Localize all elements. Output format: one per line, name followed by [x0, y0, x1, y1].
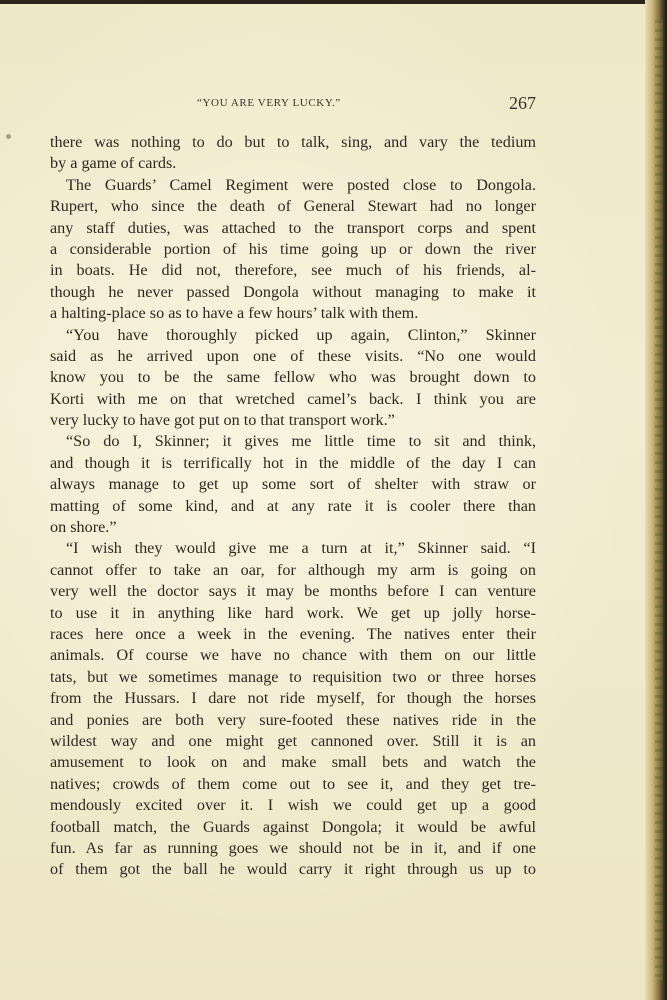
text-line: Rupert, who since the death of General Stewart had no longer	[50, 197, 536, 216]
text-line: and ponies are both very sure-footed these natives ride in the	[50, 710, 536, 729]
text-line: cannot offer to take an oar, for although my arm is going on	[50, 560, 536, 579]
text-line: of them got the ball he would carry it right through us up to	[50, 860, 536, 879]
text-line: a considerable portion of his time going up or down the river	[50, 239, 536, 258]
text-line: very well the doctor says it may be months before I can venture	[50, 582, 536, 601]
text-line: know you to be the same fellow who was brought down to	[50, 368, 536, 387]
text-line: always manage to get up some sort of shelter with straw or	[50, 475, 536, 494]
text-line: wildest way and one might get cannoned over. Still it is an	[50, 731, 536, 750]
text-line: The Guards’ Camel Regiment were posted close to Dongola.	[66, 175, 536, 194]
text-line: any staff duties, was attached to the transport corps and spent	[50, 218, 536, 237]
text-line: amusement to look on and make small bets and watch the	[50, 753, 536, 772]
text-line: in boats. He did not, therefore, see much of his friends, al-	[50, 261, 536, 280]
book-fore-edge	[645, 0, 667, 1000]
text-line: mendously excited over it. I wish we could get up a good	[50, 796, 536, 815]
running-head: “YOU ARE VERY LUCKY.”	[197, 97, 341, 109]
text-line: said as he arrived upon one of these visits. “No one would	[50, 346, 536, 365]
text-line: natives; crowds of them come out to see it, and they get tre-	[50, 774, 536, 793]
text-line: from the Hussars. I dare not ride myself, for though the horses	[50, 689, 536, 708]
text-line: by a game of cards.	[50, 154, 177, 173]
text-line: fun. As far as running goes we should not be in it, and if one	[50, 838, 536, 857]
text-line: and though it is terrifically hot in the middle of the day I can	[50, 453, 536, 472]
text-line: “So do I, Skinner; it gives me little time to sit and think,	[66, 432, 536, 451]
text-line: very lucky to have got put on to that transport work.”	[50, 411, 395, 430]
text-line: a halting-place so as to have a few hours’ talk with them.	[50, 304, 419, 323]
text-line: to use it in anything like hard work. We get up jolly horse-	[50, 603, 536, 622]
text-line: matting of some kind, and at any rate it is cooler there than	[50, 496, 536, 515]
paper-speck	[6, 134, 11, 139]
text-line: “You have thoroughly picked up again, Clinton,” Skinner	[66, 325, 536, 344]
page-number: 267	[509, 93, 536, 113]
text-line: on shore.”	[50, 518, 117, 537]
fore-edge-pages	[655, 20, 663, 980]
text-line: football match, the Guards against Dongola; it would be awful	[50, 817, 536, 836]
text-line: there was nothing to do but to talk, sing, and vary the tedium	[50, 133, 536, 151]
text-line: Korti with me on that wretched camel’s back. I think you are	[50, 389, 536, 408]
body-text	[50, 132, 536, 881]
page-header	[52, 93, 536, 119]
text-line: races here once a week in the evening. The natives enter their	[50, 624, 536, 643]
text-line: animals. Of course we have no chance with them on our little	[50, 646, 536, 665]
text-line: though he never passed Dongola without managing to make it	[50, 282, 536, 301]
text-line: tats, but we sometimes manage to requisition two or three horses	[50, 667, 536, 686]
page-top-shadow	[0, 0, 667, 4]
text-line: “I wish they would give me a turn at it,” Skinner said. “I	[66, 539, 536, 558]
